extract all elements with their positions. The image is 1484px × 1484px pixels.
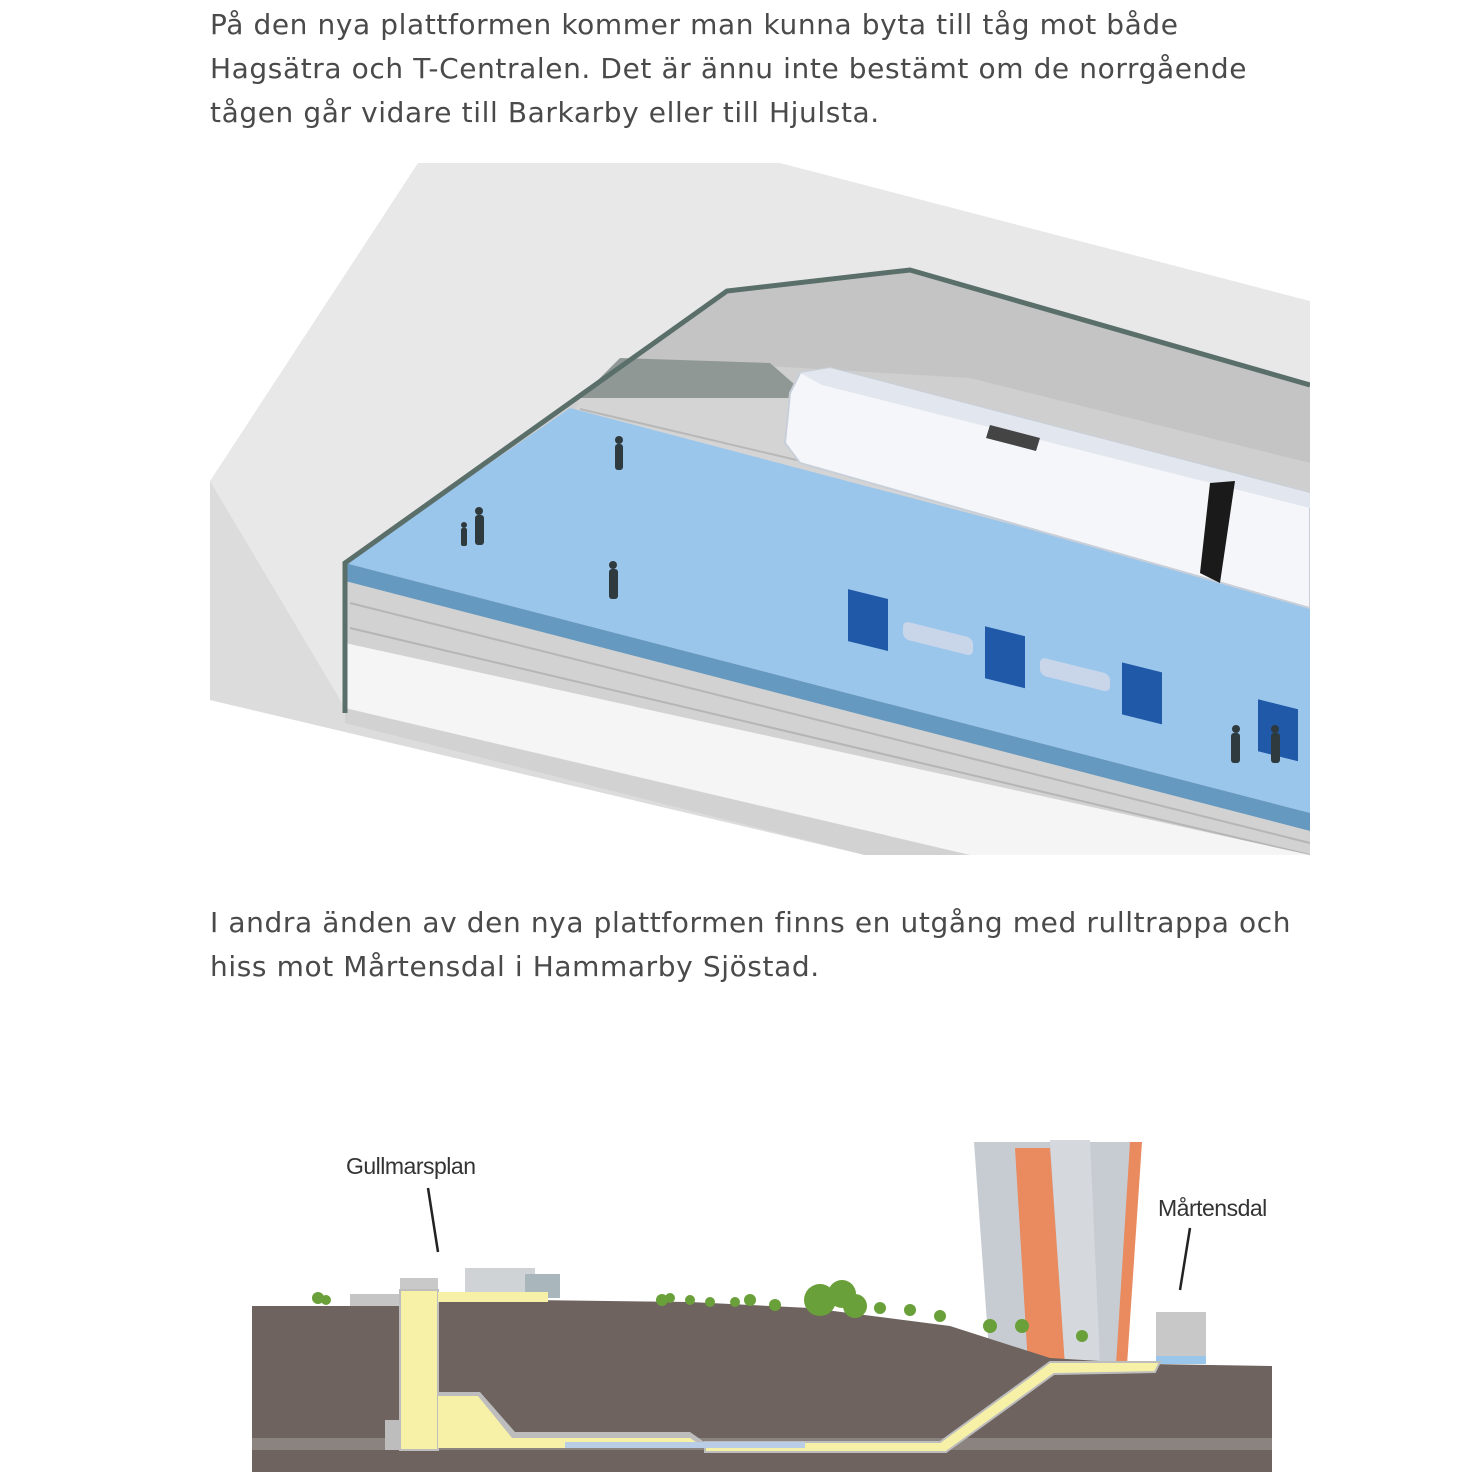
tower-building	[974, 1140, 1142, 1365]
exit-paragraph: I andra änden av den nya plattformen finns en utgång med rulltrappa och hiss mot Mårtensdal i Hammarby Sjöstad.	[210, 906, 1292, 983]
label-gullmarsplan: Gullmarsplan	[346, 1153, 476, 1179]
intro-paragraph: På den nya plattformen kommer man kunna byta till tåg mot både Hagsätra och T-Centralen. Det är ännu inte bestämt om de norrgående tågen går vidare till Barkarby eller till Hjulsta.	[210, 8, 1248, 129]
label-martensdal: Mårtensdal	[1158, 1195, 1267, 1221]
platform-illustration	[210, 163, 1310, 855]
cross-section-diagram	[250, 1130, 1280, 1480]
